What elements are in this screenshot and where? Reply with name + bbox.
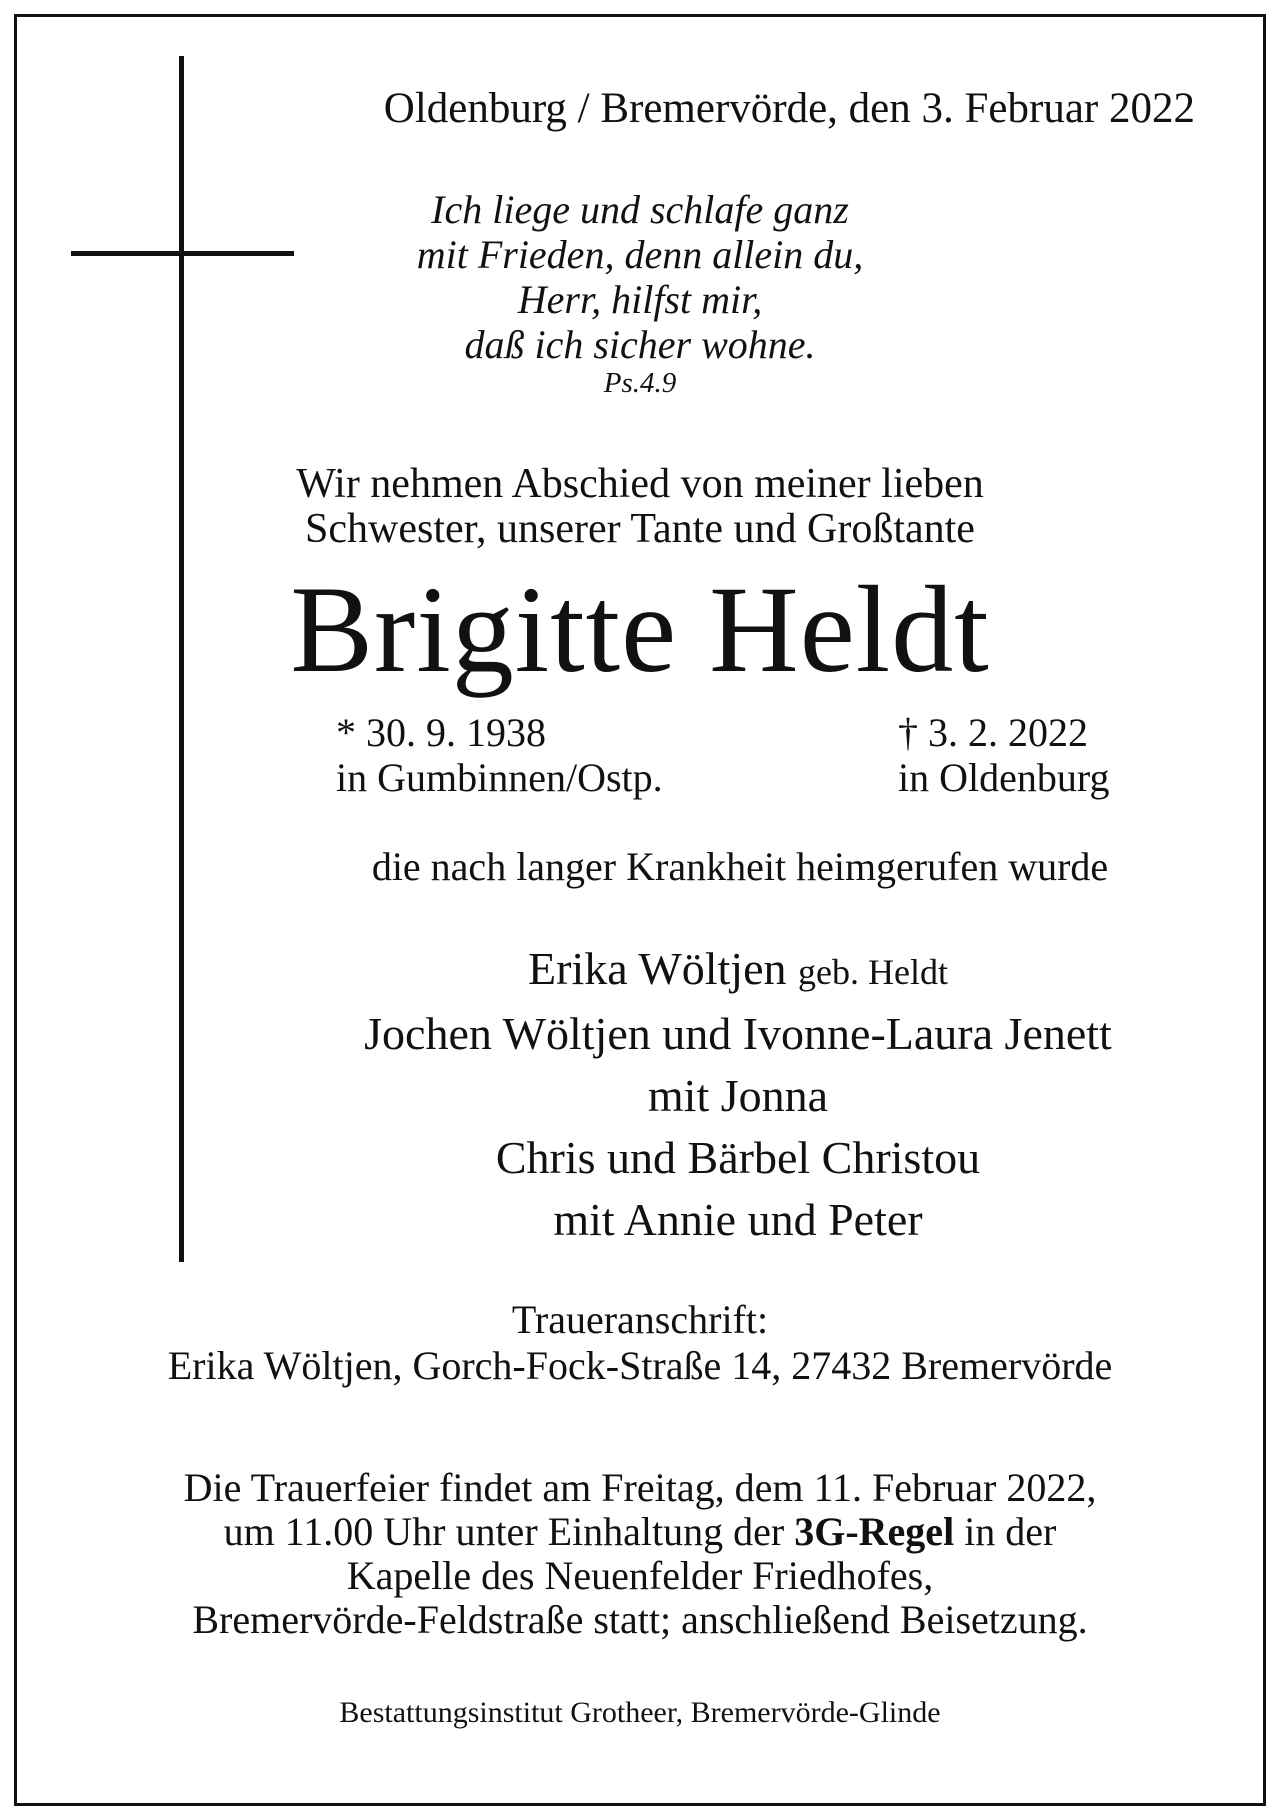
mourning-address bbox=[0, 1297, 1280, 1389]
birth-info bbox=[336, 710, 663, 800]
called-home-text: die nach langer Krankheit heimgerufen wurde bbox=[371, 844, 1109, 889]
ceremony-rule-bold: 3G-Regel bbox=[794, 1509, 955, 1554]
ceremony-line: Kapelle des Neuenfelder Friedhofes, bbox=[346, 1553, 934, 1598]
place-date: Oldenburg / Bremervörde, den 3. Februar 2022 bbox=[383, 85, 1195, 132]
ceremony-line bbox=[0, 1510, 1280, 1554]
death-date: † 3. 2. 2022 bbox=[898, 710, 1088, 755]
ceremony-line: Bremervörde-Feldstraße statt; anschließend Beisetzung. bbox=[192, 1597, 1088, 1642]
deceased-name: Brigitte Heldt bbox=[290, 561, 990, 698]
funeral-ceremony-info bbox=[0, 1466, 1280, 1642]
farewell-intro bbox=[0, 462, 1280, 552]
mourner-line: Chris und Bärbel Christou bbox=[495, 1132, 981, 1183]
mourner-line: mit Jonna bbox=[647, 1070, 829, 1121]
verse-line: Ich liege und schlafe ganz bbox=[431, 187, 849, 232]
mourners-list bbox=[0, 938, 1280, 1251]
verse-line: daß ich sicher wohne. bbox=[464, 322, 816, 367]
verse-line: Herr, hilfst mir, bbox=[517, 277, 763, 322]
address-label: Traueranschrift: bbox=[511, 1297, 769, 1342]
maiden-name-note: geb. Heldt bbox=[798, 952, 948, 992]
bible-verse bbox=[0, 187, 1280, 367]
ceremony-text: um 11.00 Uhr unter Einhaltung der bbox=[223, 1509, 785, 1554]
intro-line: Schwester, unserer Tante und Großtante bbox=[305, 506, 975, 552]
ceremony-text: in der bbox=[964, 1509, 1057, 1554]
verse-reference: Ps.4.9 bbox=[603, 367, 677, 399]
ceremony-line: Die Trauerfeier findet am Freitag, dem 11. Februar 2022, bbox=[183, 1465, 1097, 1510]
verse-line: mit Frieden, denn allein du, bbox=[416, 232, 864, 277]
mourner-name: Erika Wöltjen bbox=[528, 943, 787, 994]
funeral-home: Bestattungsinstitut Grotheer, Bremervörde-Glinde bbox=[339, 1696, 941, 1729]
mourner-line bbox=[196, 938, 1280, 1003]
birth-place: in Gumbinnen/Ostp. bbox=[336, 755, 663, 800]
intro-line: Wir nehmen Abschied von meiner lieben bbox=[296, 461, 984, 507]
death-place: in Oldenburg bbox=[898, 755, 1110, 800]
address-value: Erika Wöltjen, Gorch-Fock-Straße 14, 27432 Bremervörde bbox=[167, 1343, 1113, 1388]
birth-date: * 30. 9. 1938 bbox=[336, 710, 546, 755]
mourner-line: Jochen Wöltjen und Ivonne-Laura Jenett bbox=[364, 1008, 1112, 1059]
mourner-line: mit Annie und Peter bbox=[553, 1194, 923, 1245]
death-info bbox=[898, 710, 1109, 800]
